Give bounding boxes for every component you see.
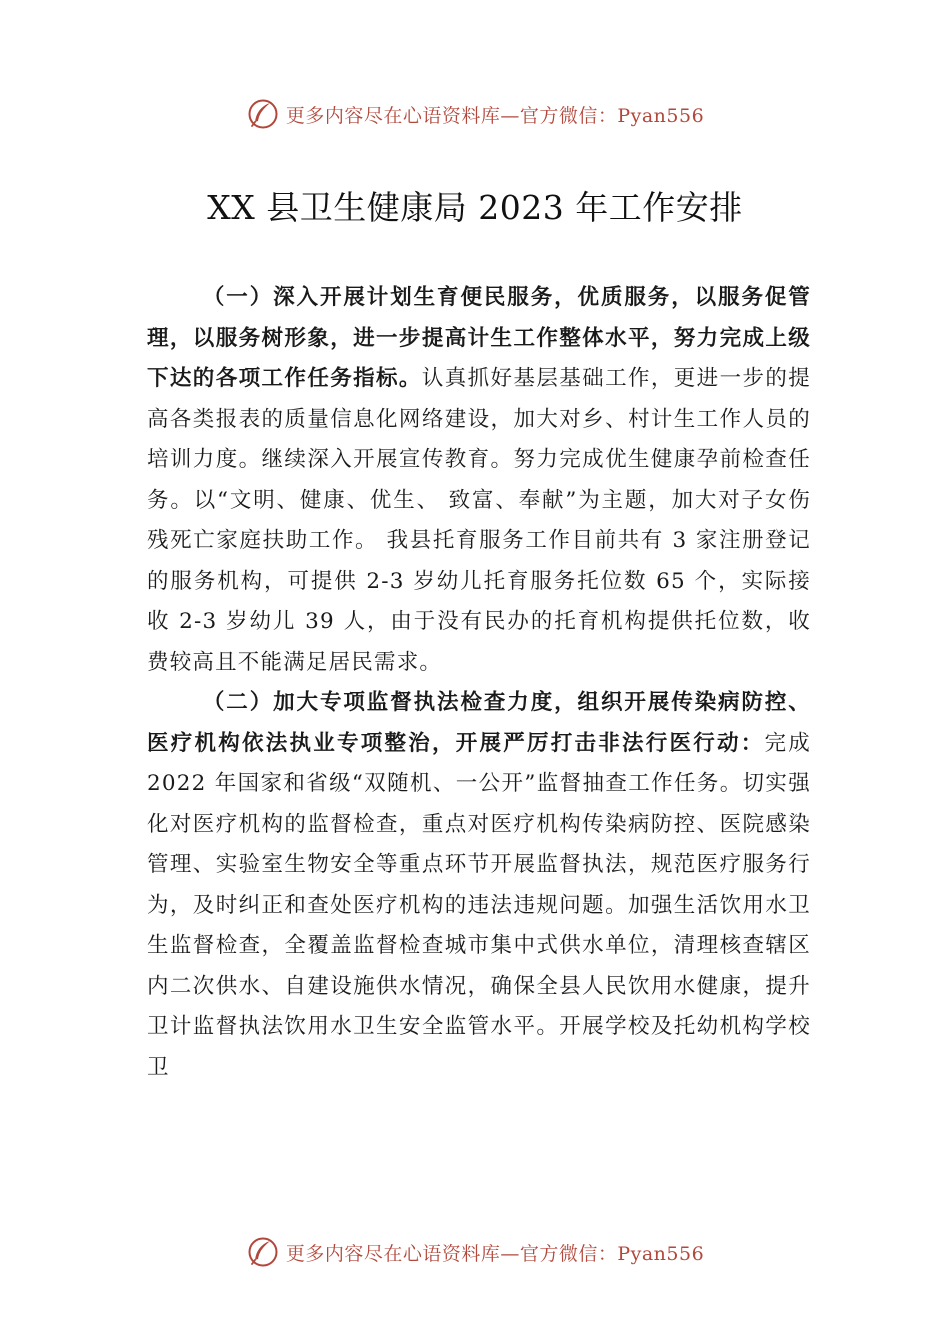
watermark-text: 更多内容尽在心语资料库—官方微信：Pyan556 xyxy=(285,104,705,127)
document-title: XX 县卫生健康局 2023 年工作安排 xyxy=(207,188,743,227)
paragraph-1 xyxy=(147,278,811,683)
document-body xyxy=(147,278,811,1088)
paragraph-2-text: 完成 2022 年国家和省级“双随机、一公开”监督抽查工作任务。切实强化对医疗机构的监督检查，重点对医疗机构传染病防控、医院感染管理、实验室生物安全等重点环节开展监督执法，规范医疗服务行为，及时纠正和查处医疗机构的违法违规问题。加强生活饮用水卫生监督检查，全覆盖监督检查城市集中式供水单位，清理核查辖区内二次供水、自建设施供水情况，确保全县人民饮用水健康，提升卫计监督执法饮用水卫生安全监管水平。开展学校及托幼机构学校卫 xyxy=(147,730,811,1080)
paragraph-2 xyxy=(147,683,811,1088)
paragraph-1-text: 认真抓好基层基础工作，更进一步的提高各类报表的质量信息化网络建设，加大对乡、村计生工作人员的培训力度。继续深入开展宣传教育。努力完成优生健康孕前检查任务。以“文明、健康、优生、 致富、奉献”为主题，加大对子女伤残死亡家庭扶助工作。 我县托育服务工作目前共有 3 家注册登记的服务机构，可提供 2-3 岁幼儿托育服务托位数 65 个，实际接收 2-3 岁幼儿 39 人，由于没有民办的托育机构提供托位数，收费较高且不能满足居民需求。 xyxy=(147,366,811,675)
feather-pen-logo-icon xyxy=(246,1235,280,1269)
watermark-text: 更多内容尽在心语资料库—官方微信：Pyan556 xyxy=(285,1242,705,1265)
watermark-banner-top xyxy=(0,94,950,134)
paragraph-1-lead: （一）深入开展计划生育便民服务，优质服务，以服务促管理，以服务树形象，进一步提高计生工作整体水平，努力完成上级下达的各项工作任务指标。 xyxy=(147,285,811,391)
feather-pen-logo-icon xyxy=(246,97,280,131)
paragraph-2-lead: （二）加大专项监督执法检查力度，组织开展传染病防控、医疗机构依法执业专项整治，开展严厉打击非法行医行动： xyxy=(147,690,811,756)
watermark-banner-bottom xyxy=(0,1232,950,1272)
